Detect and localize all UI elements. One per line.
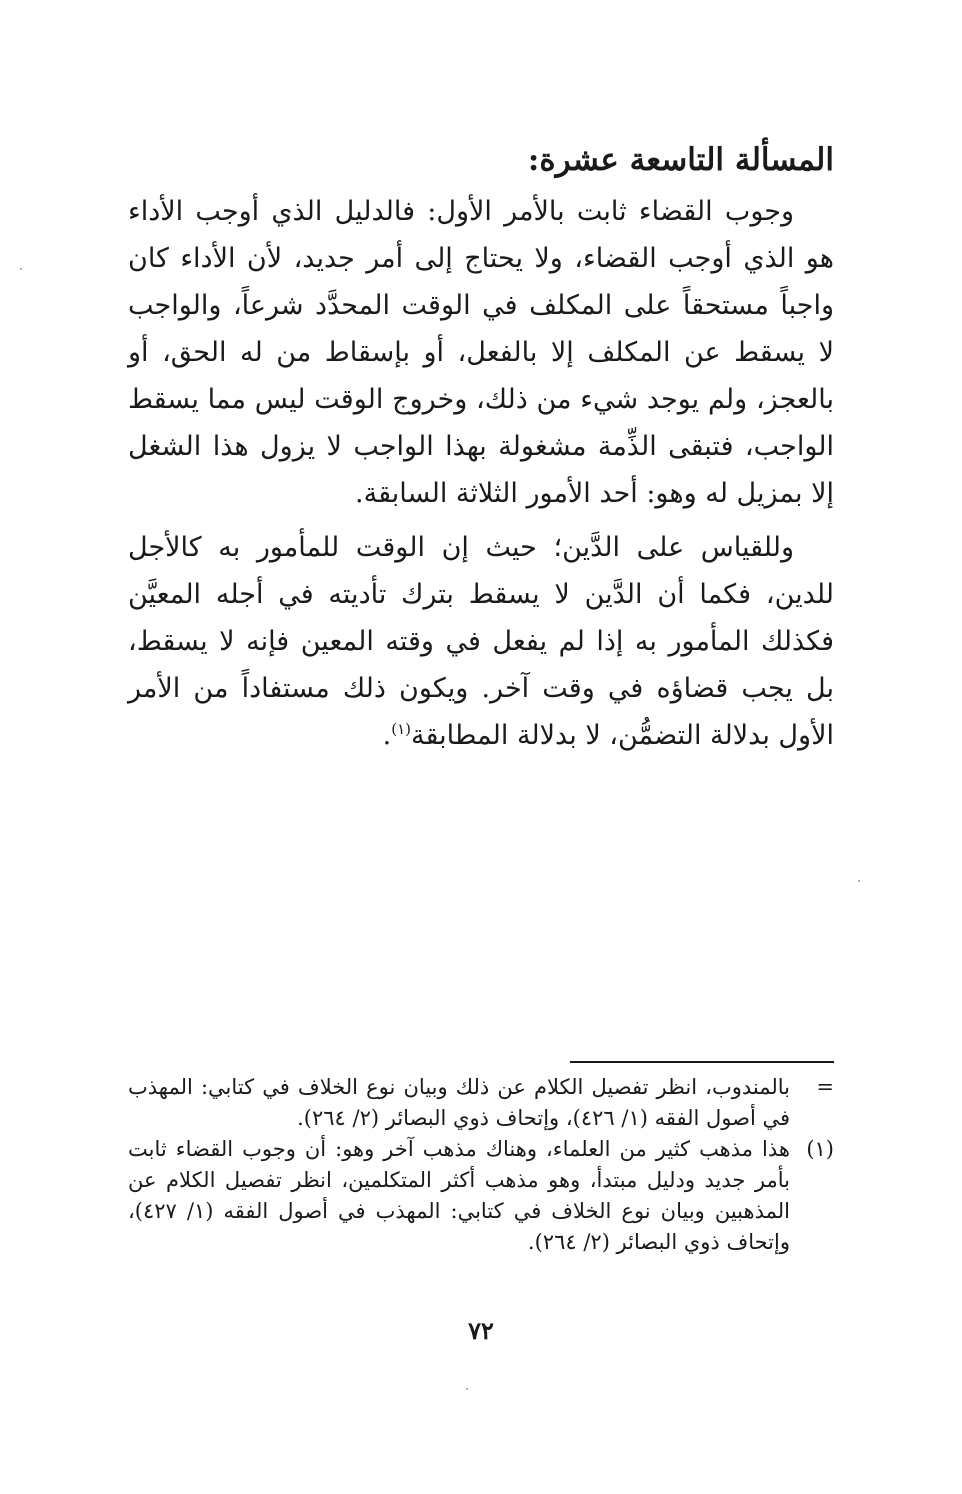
footnote-separator <box>570 1061 834 1063</box>
footnote-text: هذا مذهب كثير من العلماء، وهناك مذهب آخر وهو: أن وجوب القضاء ثابت بأمر جديد ودليل مبتدأ، وهو مذهب أكثر المتكلمين، انظر تفصيل الكلام عن المذهبين وبيان نوع الخلاف في كتابي: المهذب في أصول الفقه (١/ ٤٢٧)، وإتحاف ذوي البصائر (٢/ ٢٦٤). <box>128 1137 790 1254</box>
paragraph-2-end-mark: . <box>382 720 392 751</box>
scan-speck <box>466 1388 468 1390</box>
footnote-1 <box>128 1134 834 1258</box>
footnote-text: بالمندوب، انظر تفصيل الكلام عن ذلك وبيان نوع الخلاف في كتابي: المهذب في أصول الفقه (١/ ٤٢٦)، وإتحاف ذوي البصائر (٢/ ٢٦٤). <box>128 1075 790 1130</box>
body-paragraph-1: وجوب القضاء ثابت بالأمر الأول: فالدليل الذي أوجب الأداء هو الذي أوجب القضاء، ولا يحتاج إلى أمر جديد، لأن الأداء كان واجباً مستحقاً على المكلف في الوقت المحدَّد شرعاً، والواجب لا يسقط عن المكلف إلا بالفعل، أو بإسقاط من له الحق، أو بالعجز، ولم يوجد شيء من ذلك، وخروج الوقت ليس مما يسقط الواجب، فتبقى الذِّمة مشغولة بهذا الواجب لا يزول هذا الشغل إلا بمزيل له وهو: أحد الأمور الثلاثة السابقة. <box>128 196 834 509</box>
footnote-marker: = <box>816 1075 834 1099</box>
body-paragraph-2-text: وللقياس على الدَّين؛ حيث إن الوقت للمأمور به كالأجل للدين، فكما أن الدَّين لا يسقط بترك تأديته في أجله المعيَّن فكذلك المأمور به إذا لم يفعل في وقته المعين فإنه لا يسقط، بل يجب قضاؤه في وقت آخر. ويكون ذلك مستفاداً من الأمر الأول بدلالة التضمُّن، لا بدلالة المطابقة <box>128 532 834 751</box>
footnote-reference: (١) <box>391 720 412 738</box>
section-heading: المسألة التاسعة عشرة: <box>527 142 834 178</box>
scan-speck <box>20 268 22 270</box>
page-number: ٧٢ <box>468 1316 494 1345</box>
scan-speck <box>858 880 860 882</box>
footnote-marker: (١) <box>806 1137 834 1161</box>
footnotes <box>128 1072 834 1258</box>
body-paragraph-2 <box>128 524 834 759</box>
footnote-continued <box>128 1072 834 1134</box>
